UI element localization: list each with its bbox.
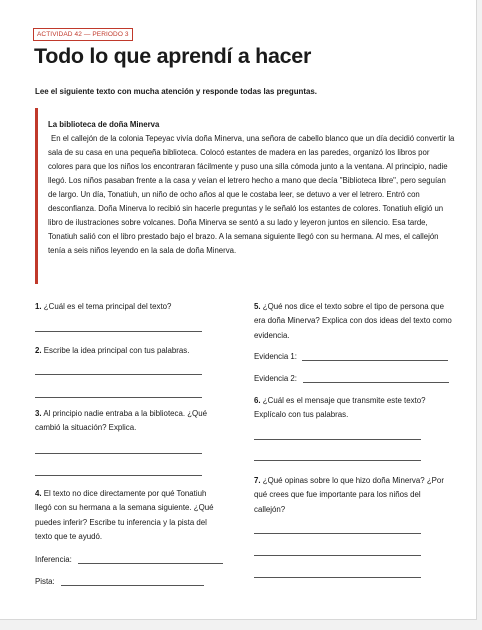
question-number: 1. (35, 302, 42, 311)
clue-label: Pista: (35, 577, 55, 586)
question-4 (35, 487, 225, 545)
question-number: 6. (254, 396, 261, 405)
question-number: 2. (35, 346, 42, 355)
answer-line[interactable] (35, 374, 202, 375)
question-6 (254, 394, 454, 423)
clue-answer-line[interactable] (61, 585, 204, 586)
question-text: El texto no dice directamente por qué Tonatiuh llegó con su hermana a la semana siguiente. ¿Qué puedes inferir? Escribe tu inferencia y la pista del texto que te ayudó. (35, 489, 214, 542)
evidence-2-answer-line[interactable] (303, 382, 449, 383)
answer-line[interactable] (35, 475, 202, 476)
instructions: Lee el siguiente texto con mucha atención y responde todas las preguntas. (35, 87, 317, 96)
question-number: 3. (35, 409, 42, 418)
question-number: 4. (35, 489, 42, 498)
evidence-1-label: Evidencia 1: (254, 352, 297, 361)
question-2 (35, 344, 225, 358)
activity-tag: ACTIVIDAD 42 — PERIODO 3 (33, 28, 133, 41)
question-number: 5. (254, 302, 261, 311)
question-7 (254, 474, 454, 517)
evidence-2-label: Evidencia 2: (254, 374, 297, 383)
inference-answer-line[interactable] (78, 563, 223, 564)
question-5 (254, 300, 454, 343)
evidence-1-answer-line[interactable] (302, 360, 448, 361)
question-number: 7. (254, 476, 261, 485)
answer-line[interactable] (35, 331, 202, 332)
question-text: ¿Cuál es el mensaje que transmite este texto? Explícalo con tus palabras. (254, 396, 426, 420)
answer-line[interactable] (254, 577, 421, 578)
question-text: ¿Qué opinas sobre lo que hizo doña Minerva? ¿Por qué crees que fue importante para los niños del callejón? (254, 476, 444, 514)
question-1 (35, 300, 225, 314)
answer-line[interactable] (254, 439, 421, 440)
question-text: ¿Qué nos dice el texto sobre el tipo de persona que era doña Minerva? Explica con dos ideas del texto como evidencia. (254, 302, 452, 340)
question-text: ¿Cuál es el tema principal del texto? (43, 302, 172, 311)
answer-line[interactable] (254, 460, 421, 461)
question-3 (35, 407, 233, 436)
answer-line[interactable] (35, 397, 202, 398)
reading-passage (35, 108, 461, 284)
reading-title: La biblioteca de doña Minerva (48, 120, 160, 129)
question-text: Al principio nadie entraba a la biblioteca. ¿Qué cambió la situación? Explica. (35, 409, 207, 433)
page-title: Todo lo que aprendí a hacer (34, 44, 312, 68)
answer-line[interactable] (35, 453, 202, 454)
reading-body: En el callejón de la colonia Tepeyac vivía doña Minerva, una señora de cabello blanco que un día decidió convertir la sala de su casa en una pequeña biblioteca. Colocó estantes de madera en las paredes, organizó los libros por colores para que los niños los encontraran fácilmente y puso una silla cómoda junto a la ventana. Al principio, nadie llegó. Los niños pasaban frente a la casa y veían el letrero hecho a mano que decía "Biblioteca libre", pero seguían de largo. Un día, Tonatiuh, un niño de ocho años al que le costaba leer, se detuvo a ver el letrero. Entró con desconfianza. Doña Minerva lo recibió sin hacerle preguntas y le señaló los estantes de colores. Tonatiuh eligió un libro de ilustraciones sobre volcanes. Doña Minerva se sentó a su lado y leyeron juntos en silencio. Esa tarde, Tonatiuh salió con el libro prestado bajo el brazo. A la semana siguiente llegó con su hermana. Al mes, el callejón tenía a seis niños leyendo en la sala de doña Minerva. (48, 134, 455, 256)
inference-label: Inferencia: (35, 555, 72, 564)
answer-line[interactable] (254, 533, 421, 534)
question-text: Escribe la idea principal con tus palabras. (43, 346, 190, 355)
answer-line[interactable] (254, 555, 421, 556)
